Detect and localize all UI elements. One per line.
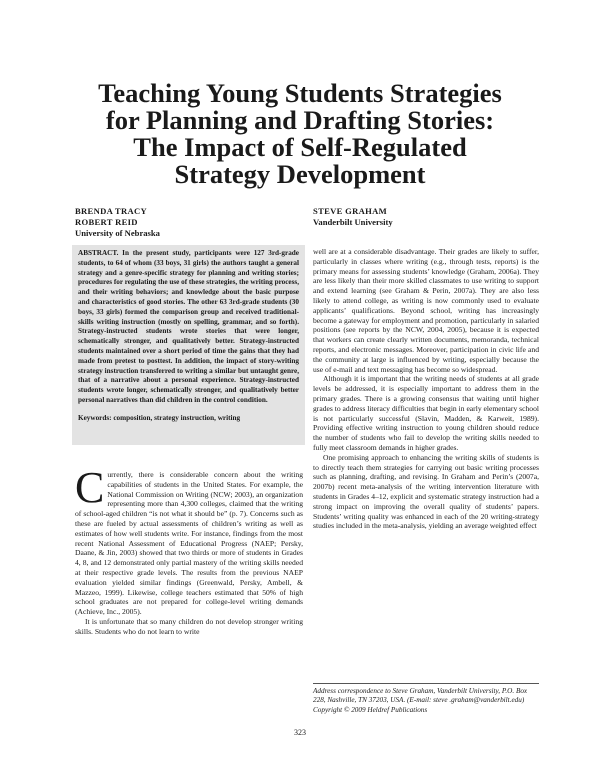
body-paragraph bbox=[75, 463, 303, 617]
title-line-4: Strategy Development bbox=[174, 159, 426, 189]
copyright-notice: Copyright © 2009 Heldref Publications bbox=[313, 705, 428, 714]
authors-left bbox=[75, 206, 160, 239]
author-affiliation: Vanderbilt University bbox=[313, 217, 393, 227]
keywords: Keywords: composition, strategy instruction, writing bbox=[78, 413, 241, 422]
author-name: ROBERT REID bbox=[75, 217, 138, 227]
body-paragraph: It is unfortunate that so many children do not develop stronger writing skills. Students who do not learn to write bbox=[75, 616, 303, 636]
abstract-text: ABSTRACT. In the present study, participants were 127 3rd-grade students, to 64 of whom (33 boys, 31 girls) the authors taught a general strategy and a genre-specific strategy for planning and writing stories; procedures for regulating the use of these strategies, the writing process, and their writing behaviors; and knowledge about the basic purpose and characteristics of good stories. The other 63 3rd-grade students (30 boys, 33 girls) formed the comparison group and received traditional-skills writing instruction (mostly on spelling, grammar, and so forth). Strategy-instructed students wrote stories that were longer, schematically stronger, and qualitatively better. Strategy-instructed students maintained over a short period of time the gains that they had made from pretest to posttest. In addition, the impact of story-writing strategy instruction transferred to writing a similar but untaught genre, that of a narrative about a personal experience. Strategy-instructed students wrote longer, schematically stronger, and qualitatively better personal narratives than did children in the control condition. bbox=[78, 249, 299, 404]
author-name: BRENDA TRACY bbox=[75, 206, 147, 216]
paragraph-text: urrently, there is considerable concern about the writing capabilities of students in the United States. For example, the National Commission on Writing (NCW; 2003), an organization representing more than 4,300 colleges, claimed that the writing of school-aged children “is not what it should be” (p. 7). Concerns such as these are fueled by actual assessments of children’s writing as well as estimates of how well students write. For instance, findings from the most recent National Assessment of Educational Progress (NAEP; Persky, Daane, & Jin, 2003) showed that two thirds or more of students in Grades 4, 8, and 12 demonstrated only partial mastery of the writing skills needed at their respective grade levels. The results from the previous NAEP evaluation yielded similar findings (Greenwald, Persky, Ambell, & Mazzeo, 1999). Likewise, college teachers estimated that 50% of high school graduates are not prepared for college-level writing demands (Achieve, Inc., 2005). bbox=[75, 470, 303, 617]
title-line-2: for Planning and Drafting Stories: bbox=[105, 105, 495, 135]
author-name: STEVE GRAHAM bbox=[313, 206, 388, 216]
correspondence-address: Address correspondence to Steve Graham, Vanderbilt University, P.O. Box 228, Nashville, TN 37203, USA. (E-mail: steve .graham@vanderbilt.edu) bbox=[313, 687, 528, 705]
body-paragraph: well are at a considerable disadvantage. Their grades are likely to suffer, particularly in classes where writing (e.g., through tests, reports) is the primary means for assessing students’ knowledge (Graham, 2006a). They are less likely than their more skilled classmates to use writing to support and extend learning (see Graham & Perin, 2007a). They are also less likely to attend college, as writing is now commonly used to evaluate applicants’ qualifications. Beyond school, writing has increasingly become a gateway for employment and promotion, particularly in salaried positions (see reports by the NCW, 2004, 2005), because it is expected that workers can create clearly written documents, memoranda, technical reports, and electronic messages. Moreover, participation in civic life and the community at large is influenced by writing, especially because the use of e-mail and text messaging has become so widespread. bbox=[313, 247, 539, 374]
title-line-1: Teaching Young Students Strategies bbox=[98, 78, 502, 108]
article-title bbox=[40, 80, 560, 188]
page-number: 323 bbox=[294, 728, 306, 737]
abstract-box bbox=[72, 245, 305, 445]
body-column-right bbox=[313, 247, 539, 531]
body-paragraph: One promising approach to enhancing the writing skills of students is to directly teach them strategies for carrying out basic writing processes such as planning, drafting, and revising. In Graham and Perin’s (2007a, 2007b) recent meta-analysis of the writing intervention literature with students in Grades 4–12, explicit and systematic strategy instruction had a strong impact on improving the overall quality of students’ papers. Students’ writing quality was enhanced in each of the 20 writing-strategy studies included in the meta-analysis, yielding an average weighted effect bbox=[313, 452, 539, 531]
title-line-3: The Impact of Self-Regulated bbox=[133, 132, 467, 162]
body-paragraph: Although it is important that the writing needs of students at all grade levels be addressed, it is especially important to address them in the primary grades. There is a growing consensus that waiting until higher grades to address literacy difficulties that begin in early elementary school is not particularly successful (Slavin, Madden, & Karweit, 1989). Providing effective writing instruction to young children should reduce the number of students who fail to develop the writing skills needed to fully meet classroom demands in higher grades. bbox=[313, 374, 539, 452]
drop-cap: C bbox=[75, 463, 105, 512]
author-affiliation: University of Nebraska bbox=[75, 228, 160, 238]
body-column-left bbox=[75, 463, 303, 637]
authors-right bbox=[313, 206, 393, 228]
correspondence-footnote bbox=[313, 683, 539, 715]
